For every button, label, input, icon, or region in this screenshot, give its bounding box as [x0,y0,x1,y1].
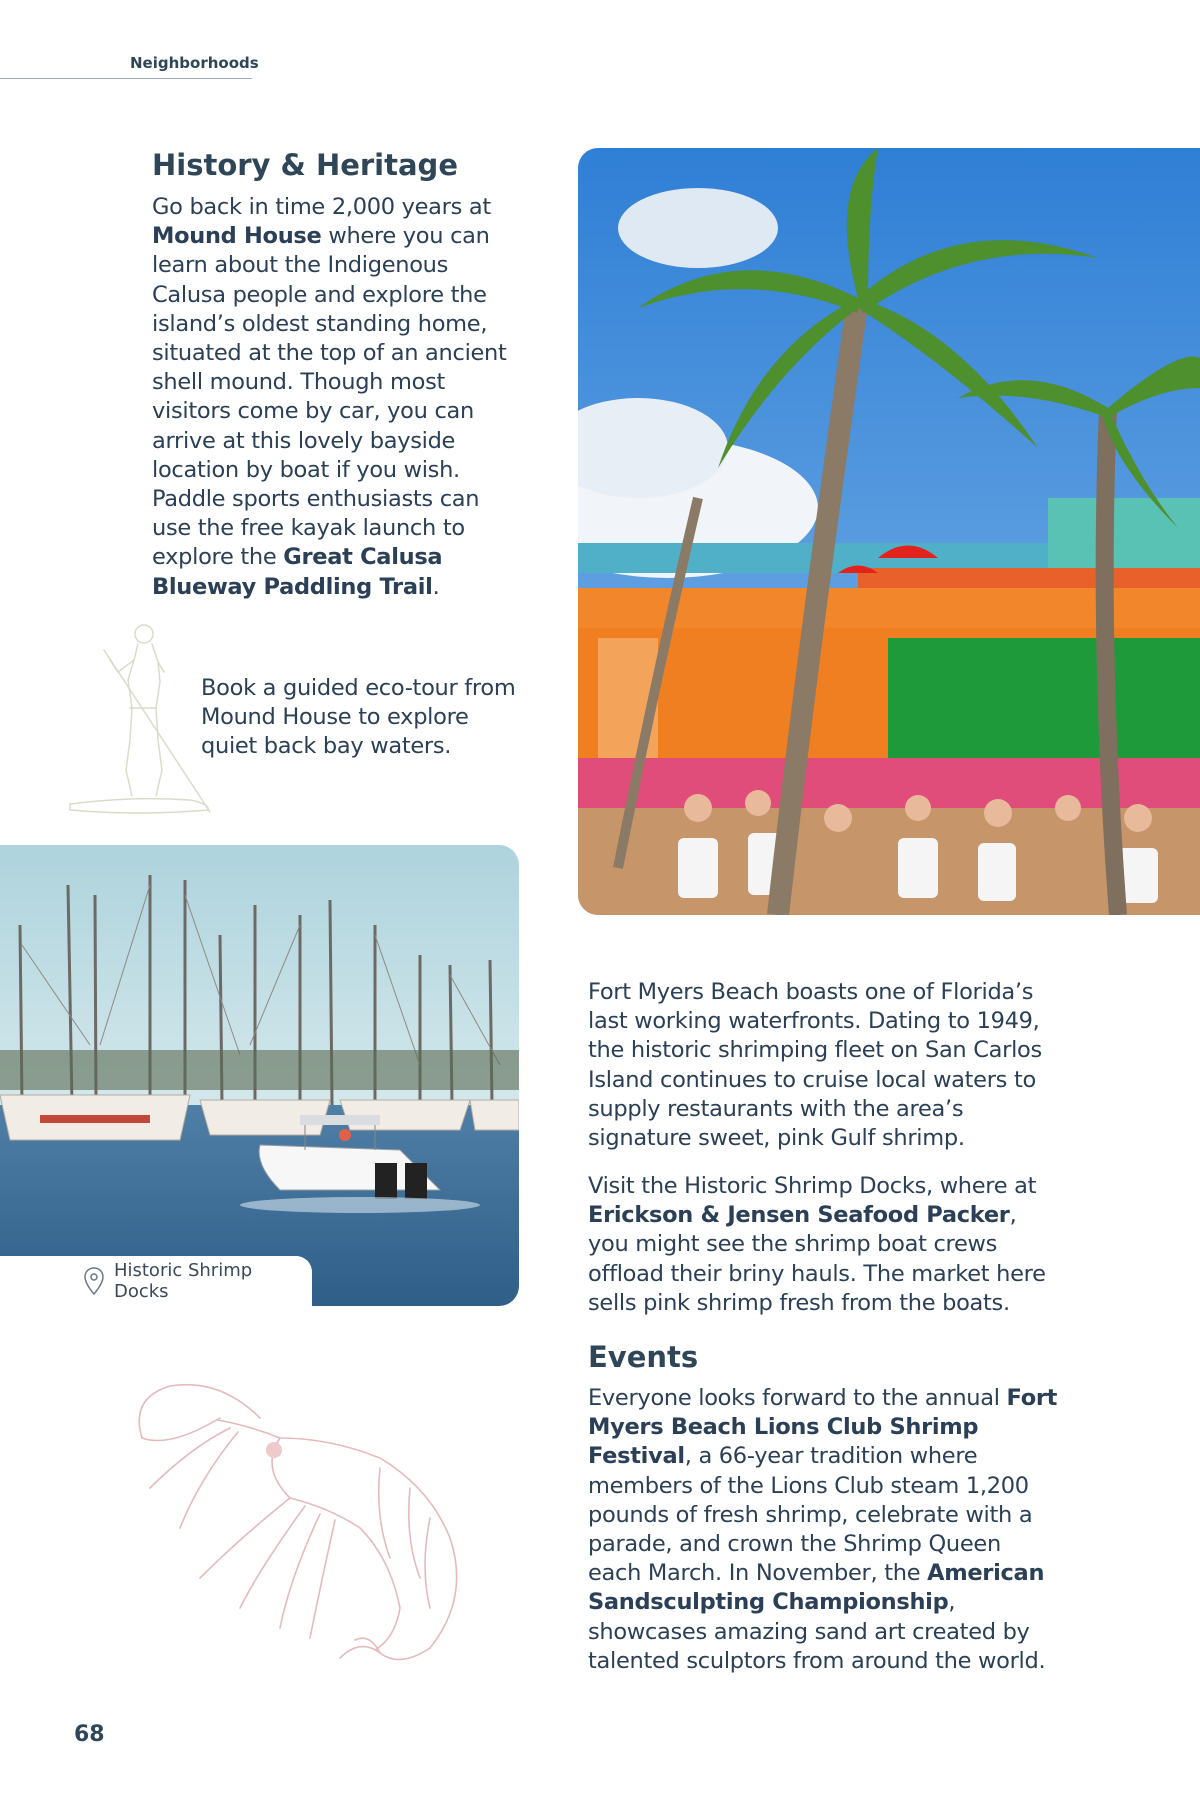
beach-restaurant-photo [578,148,1200,915]
events-heading: Events [588,1340,699,1374]
eco-tour-tip: Book a guided eco-tour from Mound House to explore quiet back bay waters. [201,675,516,760]
map-pin-icon [84,1267,104,1295]
history-text-3: . [432,573,440,600]
mound-house-link: Mound House [152,223,322,250]
events-text-1: Everyone looks forward to the annual [588,1385,1007,1411]
waterfront-paragraph-2 [588,1172,1058,1318]
events-text-3: , showcases amazing sand art created by talented sculptors from around the world. [588,1589,1046,1674]
waterfront-paragraph-1: Fort Myers Beach boasts one of Florida’s last working waterfronts. Dating to 1949, the historic shrimping fleet on San Carlos Island continues to cruise local waters to supply restaurants with the area’s signature sweet, pink Gulf shrimp. [588,979,1042,1152]
waterfront-text-2: , you might see the shrimp boat crews offload their briny hauls. The market here sells pink shrimp fresh from the boats. [588,1202,1046,1316]
waterfront-text-1: Visit the Historic Shrimp Docks, where at [588,1173,1037,1199]
shrimp-icon [130,1378,510,1668]
sandsculpting-name: American Sandsculpting Championship [588,1560,1045,1616]
shrimp-docks-photo [0,845,519,1306]
history-text-1: Go back in time 2,000 years at [152,194,491,220]
shrimp-festival-name: Fort Myers Beach Lions Club Shrimp Festival [588,1385,1058,1470]
section-label: Neighborhoods [130,54,259,72]
blueway-trail-name: Great Calusa Blueway Paddling Trail [152,544,443,600]
history-paragraph [152,193,512,602]
history-heading: History & Heritage [152,148,458,182]
seafood-packer-name: Erickson & Jensen Seafood Packer [588,1202,1010,1229]
caption-label: Historic Shrimp Docks [113,1260,253,1302]
header-divider [0,78,252,79]
events-paragraph [588,1384,1058,1676]
photo-caption [0,1256,312,1306]
events-text-2: , a 66-year tradition where members of the Lions Club steam 1,200 pounds of fresh shrimp, celebrate with a parade, and crown the Shrimp Queen each March. In November, the [588,1443,1033,1587]
history-text-2: where you can learn about the Indigenous Calusa people and explore the island’s oldest standing home, situated at the top of an ancient shell mound. Though most visitors come by car, you can arrive at this lovely bayside location by boat if you wish. Paddle sports enthusiasts can use the free kayak launch to explore the [152,223,507,571]
page-number: 68 [74,1722,105,1747]
